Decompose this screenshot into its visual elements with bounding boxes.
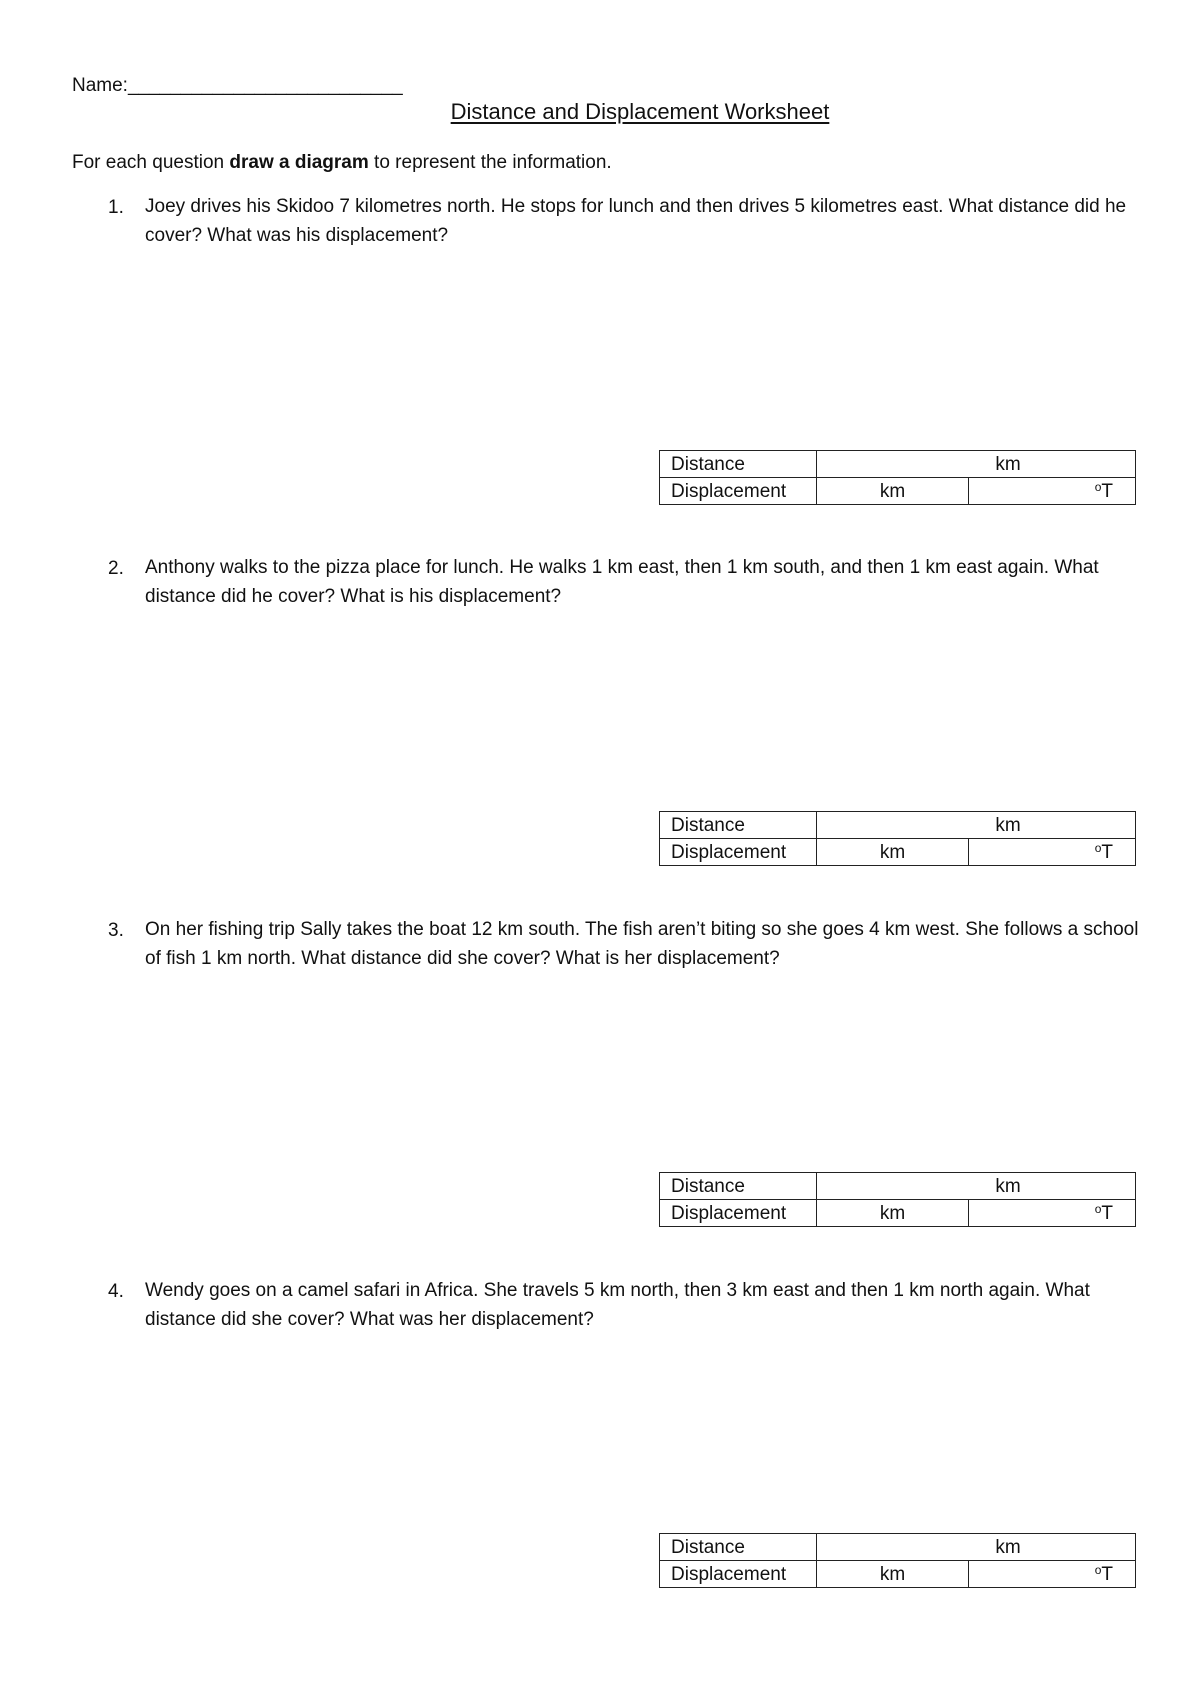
degree-symbol: o [1094, 1202, 1102, 1216]
displacement-label: Displacement [660, 478, 817, 505]
distance-unit[interactable]: km [817, 812, 1136, 839]
displacement-label: Displacement [660, 839, 817, 866]
distance-label: Distance [660, 1173, 817, 1200]
bearing-unit: T [1101, 1203, 1113, 1224]
displacement-unit[interactable]: km [817, 839, 969, 866]
answer-table-4 [659, 1533, 1136, 1588]
displacement-unit[interactable]: km [817, 478, 969, 505]
distance-label: Distance [660, 812, 817, 839]
degree-symbol: o [1094, 1563, 1102, 1577]
question-number: 1. [108, 197, 124, 218]
instruction-after: to represent the information. [368, 152, 612, 173]
question-number: 3. [108, 920, 124, 941]
question-text: Anthony walks to the pizza place for lunch. He walks 1 km east, then 1 km south, and then 1 km east again. What distance did he cover? What is his displacement? [145, 557, 1099, 607]
distance-label: Distance [660, 451, 817, 478]
instruction-emphasis: draw a diagram [229, 152, 369, 173]
displacement-row [660, 1200, 1136, 1227]
question-text: Joey drives his Skidoo 7 kilometres north. He stops for lunch and then drives 5 kilometres east. What distance did he cover? What was his displacement? [145, 196, 1127, 246]
instruction-before: For each question [72, 152, 230, 173]
answer-table-1 [659, 450, 1136, 505]
bearing-cell[interactable] [969, 478, 1136, 505]
bearing-cell[interactable] [969, 1200, 1136, 1227]
distance-unit[interactable]: km [817, 451, 1136, 478]
distance-row [660, 1534, 1136, 1561]
page-title: Distance and Displacement Worksheet [450, 99, 830, 124]
question-number: 4. [108, 1281, 124, 1302]
question-number: 2. [108, 558, 124, 579]
degree-symbol: o [1094, 480, 1102, 494]
instruction-text [72, 153, 612, 172]
bearing-unit: T [1101, 481, 1113, 502]
bearing-unit: T [1101, 842, 1113, 863]
displacement-unit[interactable]: km [817, 1200, 969, 1227]
displacement-row [660, 839, 1136, 866]
distance-row [660, 1173, 1136, 1200]
displacement-row [660, 1561, 1136, 1588]
bearing-cell[interactable] [969, 839, 1136, 866]
bearing-unit: T [1101, 1564, 1113, 1585]
question-text: Wendy goes on a camel safari in Africa. She travels 5 km north, then 3 km east and then 1 km north again. What distance did she cover? What was her displacement? [145, 1280, 1090, 1330]
question-text: On her fishing trip Sally takes the boat 12 km south. The fish aren’t biting so she goes 4 km west. She follows a school of fish 1 km north. What distance did she cover? What is her displacement? [145, 919, 1139, 969]
degree-symbol: o [1094, 841, 1102, 855]
answer-table-3 [659, 1172, 1136, 1227]
distance-row [660, 451, 1136, 478]
distance-unit[interactable]: km [817, 1534, 1136, 1561]
displacement-unit[interactable]: km [817, 1561, 969, 1588]
distance-unit[interactable]: km [817, 1173, 1136, 1200]
answer-table-2 [659, 811, 1136, 866]
displacement-row [660, 478, 1136, 505]
displacement-label: Displacement [660, 1561, 817, 1588]
distance-row [660, 812, 1136, 839]
displacement-label: Displacement [660, 1200, 817, 1227]
name-field-label: Name:__________________________ [72, 75, 403, 96]
distance-label: Distance [660, 1534, 817, 1561]
bearing-cell[interactable] [969, 1561, 1136, 1588]
